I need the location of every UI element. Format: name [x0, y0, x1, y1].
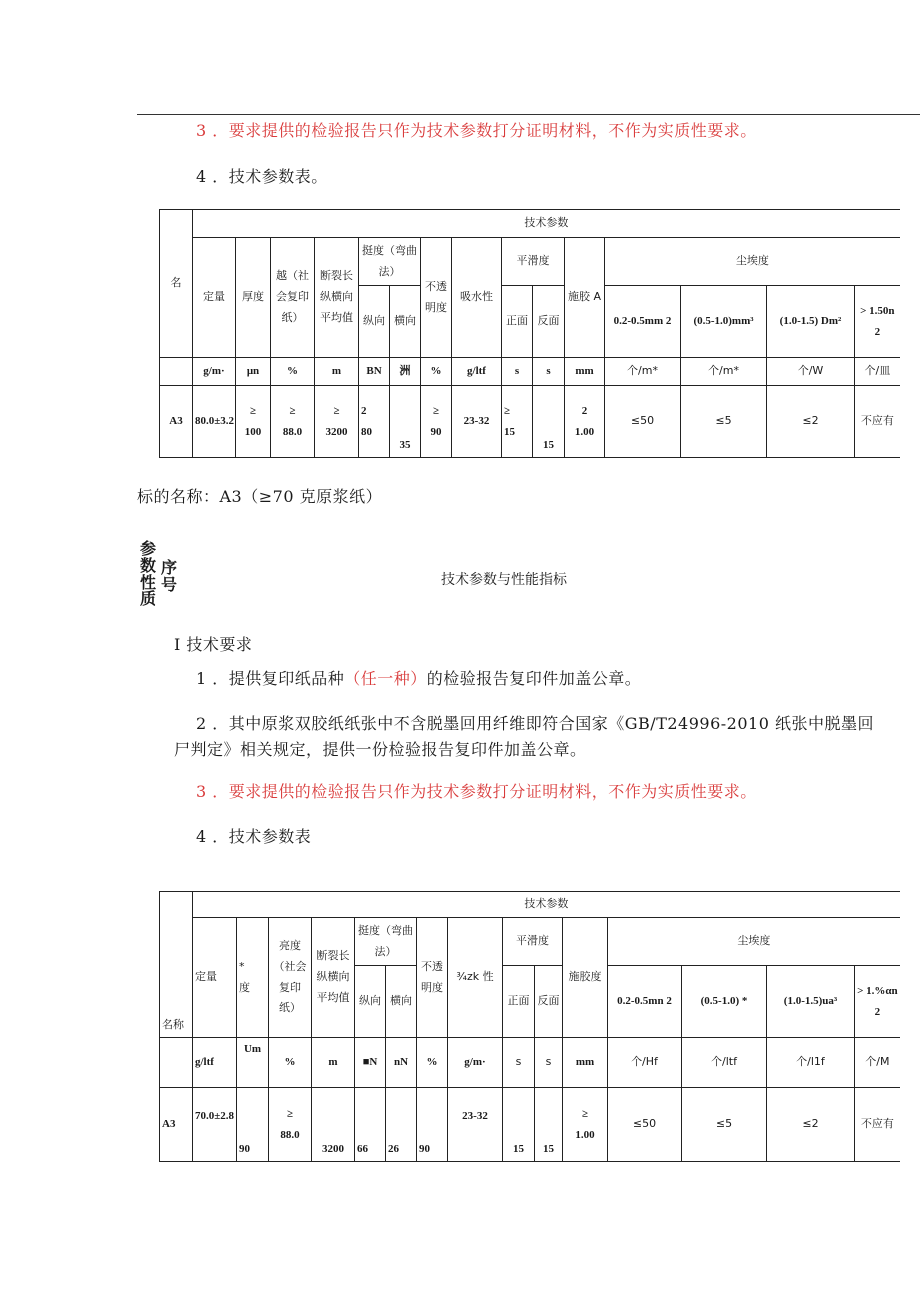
t1-cell-zheng: ≥ 15 [502, 386, 533, 458]
t2-dust-size-2: (0.5-1.0) * [682, 966, 767, 1038]
t1-h-heng: 横向 [390, 286, 421, 358]
s2-item3: 3 ．要求提供的检验报告只作为技术参数打分证明材料，不作为实质性要求。 [196, 782, 757, 801]
t1-unit-blank [160, 358, 193, 386]
t1-unit: % [271, 358, 315, 386]
t2-h-zhengmian: 正面 [503, 966, 535, 1038]
t2-unit: s [535, 1038, 563, 1088]
t1-dust-size-1: 0.2-0.5mm 2 [605, 286, 681, 358]
header-rule [137, 114, 920, 115]
t1-unit: g/m· [193, 358, 236, 386]
t2-unit: 个/M [855, 1038, 900, 1088]
t1-cell-c2: ≤5 [681, 386, 767, 458]
t1-unit: g/ltf [452, 358, 502, 386]
t2-dust-size-1: 0.2-0.5mn 2 [608, 966, 682, 1038]
t2-unit: nN [386, 1038, 417, 1088]
t1-cell-xishui: 23-32 [452, 386, 502, 458]
t2-cell-butou: 90 [417, 1088, 448, 1162]
t1-h-zong: 纵向 [359, 286, 390, 358]
t2-unit: s [503, 1038, 535, 1088]
t2-cell-baidu: ≥ 88.0 [269, 1088, 312, 1162]
side-label-col2: 序 号 [161, 558, 178, 594]
s2-item2-line1: 2 ．其中原浆双胶纸纸张中不含脱墨回用纤维即符合国家《GB/T24996-2010 纸张中脱墨回 [196, 714, 874, 733]
t1-cell-fan: 15 [533, 386, 565, 458]
s2-item1: 1 ．提供复印纸品种（任一种）的检验报告复印件加盖公章。 [196, 669, 642, 688]
t1-h-fanmian: 反面 [533, 286, 565, 358]
s2-item2-line2: 尸判定》相关规定，提供一份检验报告复印件加盖公章。 [174, 740, 587, 759]
t2-dust-size-4: > 1.%αn 2 [855, 966, 900, 1038]
t2-h-dingliang: 定量 [193, 918, 237, 1038]
t2-unit: ■N [355, 1038, 386, 1088]
t1-h-pinghuadu: 平滑度 [502, 238, 565, 286]
t1-cell-houdu: ≥ 100 [236, 386, 271, 458]
t2-name-col: 名称 [160, 892, 193, 1038]
t1-h-shijiao: 施胶 A [565, 238, 605, 358]
t1-unit: 个/m* [681, 358, 767, 386]
t2-unit: 个/l1f [767, 1038, 855, 1088]
t1-h-xishuixing: 吸水性 [452, 238, 502, 358]
t1-unit: % [421, 358, 452, 386]
t2-unit: % [417, 1038, 448, 1088]
t1-row-a3 [160, 386, 900, 458]
t1-cell-baidu: ≥ 88.0 [271, 386, 315, 458]
bid-name: 标的名称：A3（≥70 克原浆纸） [137, 487, 383, 506]
t1-cell-name: A3 [160, 386, 193, 458]
t2-cell-duanlie: 3200 [312, 1088, 355, 1162]
t2-unit: % [269, 1038, 312, 1088]
t1-cell-heng: 35 [390, 386, 421, 458]
s1-item4: 4 ．技术参数表。 [196, 167, 328, 186]
t2-h-tingdu: 挺度（弯曲法） [355, 918, 417, 966]
t2-h-heng: 横向 [386, 966, 417, 1038]
t1-unit: 个/W [767, 358, 855, 386]
t1-unit: s [533, 358, 565, 386]
t2-h-houdu: * 度 [237, 918, 269, 1038]
t2-h-baidu: 亮度（社会复印纸） [269, 918, 312, 1038]
t2-cell-shijiao: ≥ 1.00 [563, 1088, 608, 1162]
tech-param-table-2 [159, 891, 900, 1162]
s2-item4: 4 ．技术参数表 [196, 827, 312, 846]
t1-dust-size-3: (1.0-1.5) Dm² [767, 286, 855, 358]
t2-tech-params: 技术参数 [193, 892, 900, 918]
side-label-col1: 参 数 性 质 [140, 539, 157, 609]
t1-cell-butou: ≥ 90 [421, 386, 452, 458]
t1-tech-params: 技术参数 [193, 210, 900, 238]
t1-unit: BN [359, 358, 390, 386]
t1-unit: m [315, 358, 359, 386]
t1-cell-c1: ≤50 [605, 386, 681, 458]
t1-cell-duanlie: ≥ 3200 [315, 386, 359, 458]
t2-unit: g/ltf [193, 1038, 237, 1088]
t1-cell-c4: 不应有 [855, 386, 900, 458]
t2-h-chenai: 尘埃度 [608, 918, 900, 966]
t1-dust-size-2: (0.5-1.0)mm³ [681, 286, 767, 358]
t1-cell-c3: ≤2 [767, 386, 855, 458]
t1-cell-zong: 2 80 [359, 386, 390, 458]
t2-h-zong: 纵向 [355, 966, 386, 1038]
t2-cell-zheng: 15 [503, 1088, 535, 1162]
t1-h-tingdu: 挺度（弯曲法） [359, 238, 421, 286]
t2-cell-c3: ≤2 [767, 1088, 855, 1162]
t1-h-duanlie: 断裂长纵横向平均值 [315, 238, 359, 358]
t1-h-dingliang: 定量 [193, 238, 236, 358]
t1-cell-dingliang: 80.0±3.2 [193, 386, 236, 458]
t1-h-butoumingdu: 不透明度 [421, 238, 452, 358]
t2-unit: g/m· [448, 1038, 503, 1088]
t1-h-chenai: 尘埃度 [605, 238, 900, 286]
t1-unit: mm [565, 358, 605, 386]
t1-unit: 个/皿 [855, 358, 900, 386]
t2-cell-houdu: 90 [237, 1088, 269, 1162]
t2-cell-xishui: 23-32 [448, 1088, 503, 1162]
t1-h-houdu: 厚度 [236, 238, 271, 358]
t2-h-duanlie: 断裂长纵横向平均值 [312, 918, 355, 1038]
t2-h-shijiao: 施胶度 [563, 918, 608, 1038]
t2-cell-c1: ≤50 [608, 1088, 682, 1162]
req-heading: I 技术要求 [174, 635, 253, 654]
t2-h-butoumingdu: 不透明度 [417, 918, 448, 1038]
t2-cell-heng: 26 [386, 1088, 417, 1162]
t1-unit: s [502, 358, 533, 386]
t2-h-fanmian: 反面 [535, 966, 563, 1038]
t2-cell-name: A3 [160, 1088, 193, 1162]
t2-cell-fan: 15 [535, 1088, 563, 1162]
t2-h-pinghuadu: 平滑度 [503, 918, 563, 966]
s1-item3: 3 ．要求提供的检验报告只作为技术参数打分证明材料，不作为实质性要求。 [196, 121, 757, 140]
t1-unit: μn [236, 358, 271, 386]
t1-cell-shijiao: 2 1.00 [565, 386, 605, 458]
t2-unit-blank [160, 1038, 193, 1088]
t2-unit: Um [237, 1038, 269, 1088]
t2-cell-c4: 不应有 [855, 1088, 900, 1162]
t2-unit: mm [563, 1038, 608, 1088]
t1-h-zhengmian: 正面 [502, 286, 533, 358]
t2-cell-zong: 66 [355, 1088, 386, 1162]
t1-name-col: 名 [160, 210, 193, 358]
t2-unit: 个/Hf [608, 1038, 682, 1088]
t2-h-xishuixing: ¾zk 性 [448, 918, 503, 1038]
t2-cell-c2: ≤5 [682, 1088, 767, 1162]
t1-unit: 个/m* [605, 358, 681, 386]
t2-cell-dingliang: 70.0±2.8 [193, 1088, 237, 1162]
tech-param-table-1 [159, 209, 900, 458]
t2-dust-size-3: (1.0-1.5)ua³ [767, 966, 855, 1038]
section2-title: 技术参数与性能指标 [441, 572, 567, 588]
t2-row-a3 [160, 1088, 900, 1162]
t1-h-baidu: 越（社会复印纸） [271, 238, 315, 358]
t1-dust-size-4: > 1.50n 2 [855, 286, 900, 358]
t2-unit: m [312, 1038, 355, 1088]
t1-unit: 洲 [390, 358, 421, 386]
t2-unit: 个/ltf [682, 1038, 767, 1088]
